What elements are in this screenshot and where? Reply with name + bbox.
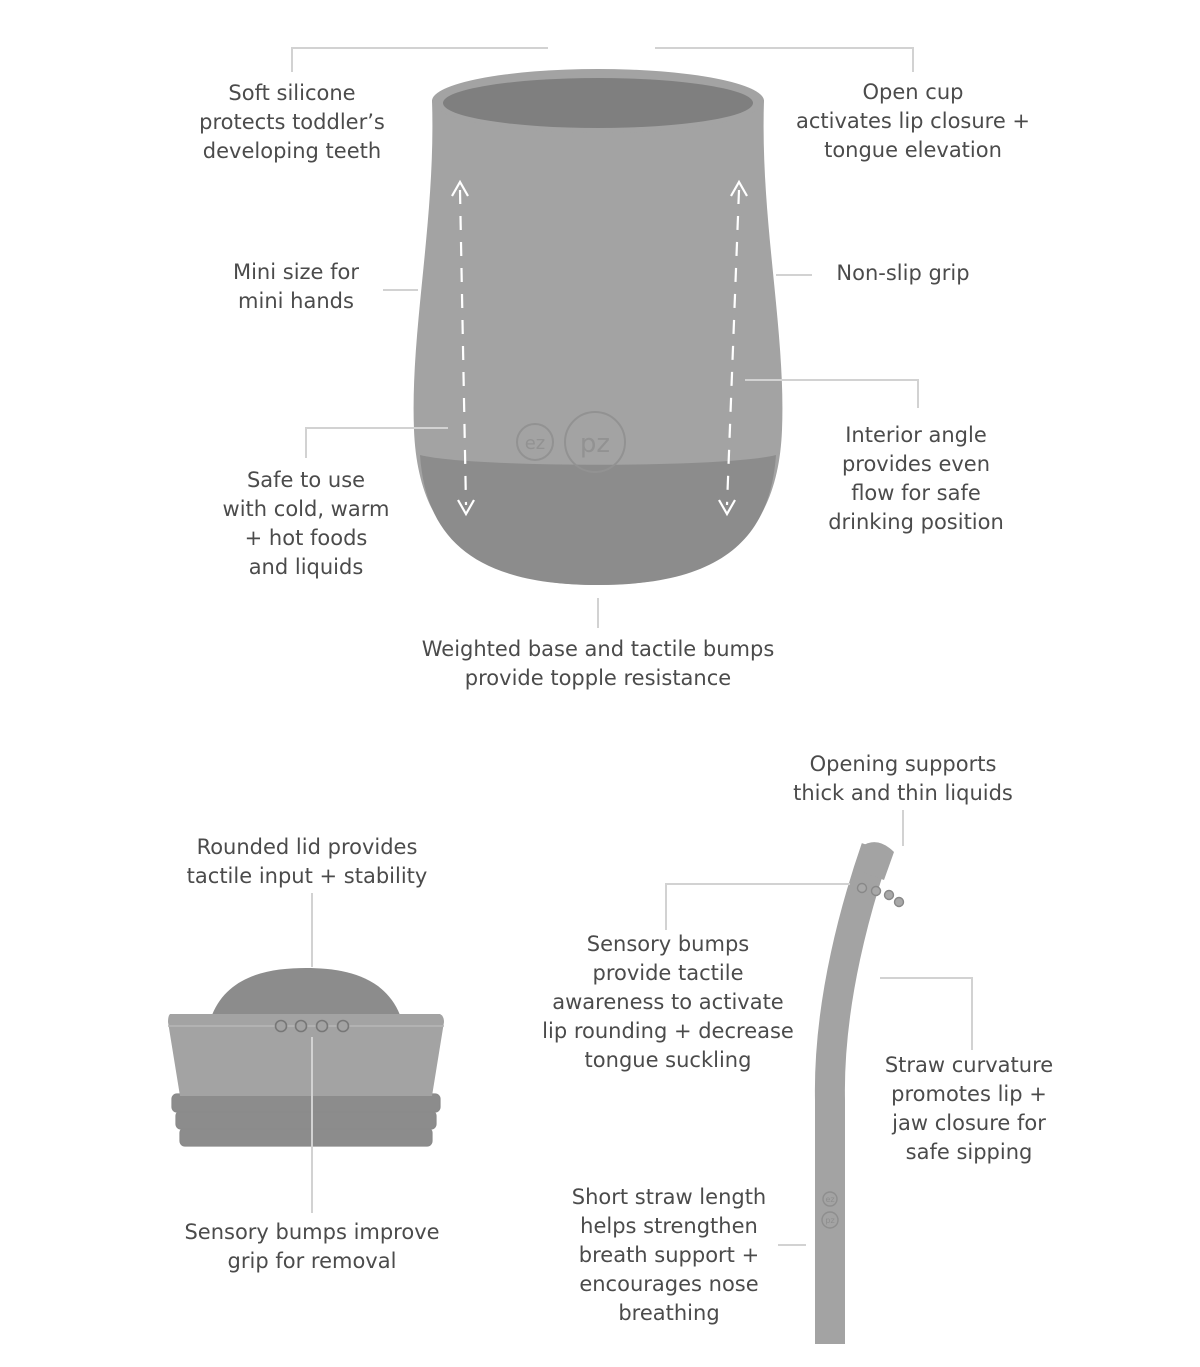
straw-logo-ez: ez [825, 1195, 835, 1204]
cup-illustration [414, 69, 783, 585]
label-straw-sensory-bumps: Sensory bumps provide tactile awareness to activate lip rounding + decrease tongue suckling [542, 932, 794, 1072]
label-lid-sensory-bumps: Sensory bumps improve grip for removal [184, 1220, 440, 1273]
label-short-straw-length: Short straw length helps strengthen breath support + encourages nose breathing [571, 1185, 767, 1325]
lid-illustration [168, 968, 444, 1146]
straw-body [830, 848, 876, 1344]
label-soft-silicone: Soft silicone protects toddler’s developing teeth [199, 81, 385, 163]
straw-logo-pz: pz [825, 1216, 835, 1225]
label-mini-size: Mini size for mini hands [232, 260, 360, 313]
label-weighted-base: Weighted base and tactile bumps provide topple resistance [421, 637, 775, 690]
cup-interior [443, 78, 753, 128]
cup-base-band [420, 455, 776, 585]
label-non-slip-grip: Non-slip grip [836, 261, 970, 285]
lid-dome [212, 968, 400, 1015]
cup-logo-ez: ez [524, 433, 546, 454]
label-safe-temperatures: Safe to use with cold, warm + hot foods and liquids [222, 468, 390, 579]
label-rounded-lid: Rounded lid provides tactile input + stability [186, 835, 428, 888]
label-straw-opening: Opening supports thick and thin liquids [793, 752, 1013, 805]
cup-logo-pz: pz [579, 429, 611, 459]
label-straw-curvature: Straw curvature promotes lip + jaw closure for safe sipping [884, 1053, 1054, 1164]
label-open-cup: Open cup activates lip closure + tongue elevation [795, 80, 1031, 162]
label-interior-angle: Interior angle provides even flow for safe drinking position [828, 423, 1004, 534]
